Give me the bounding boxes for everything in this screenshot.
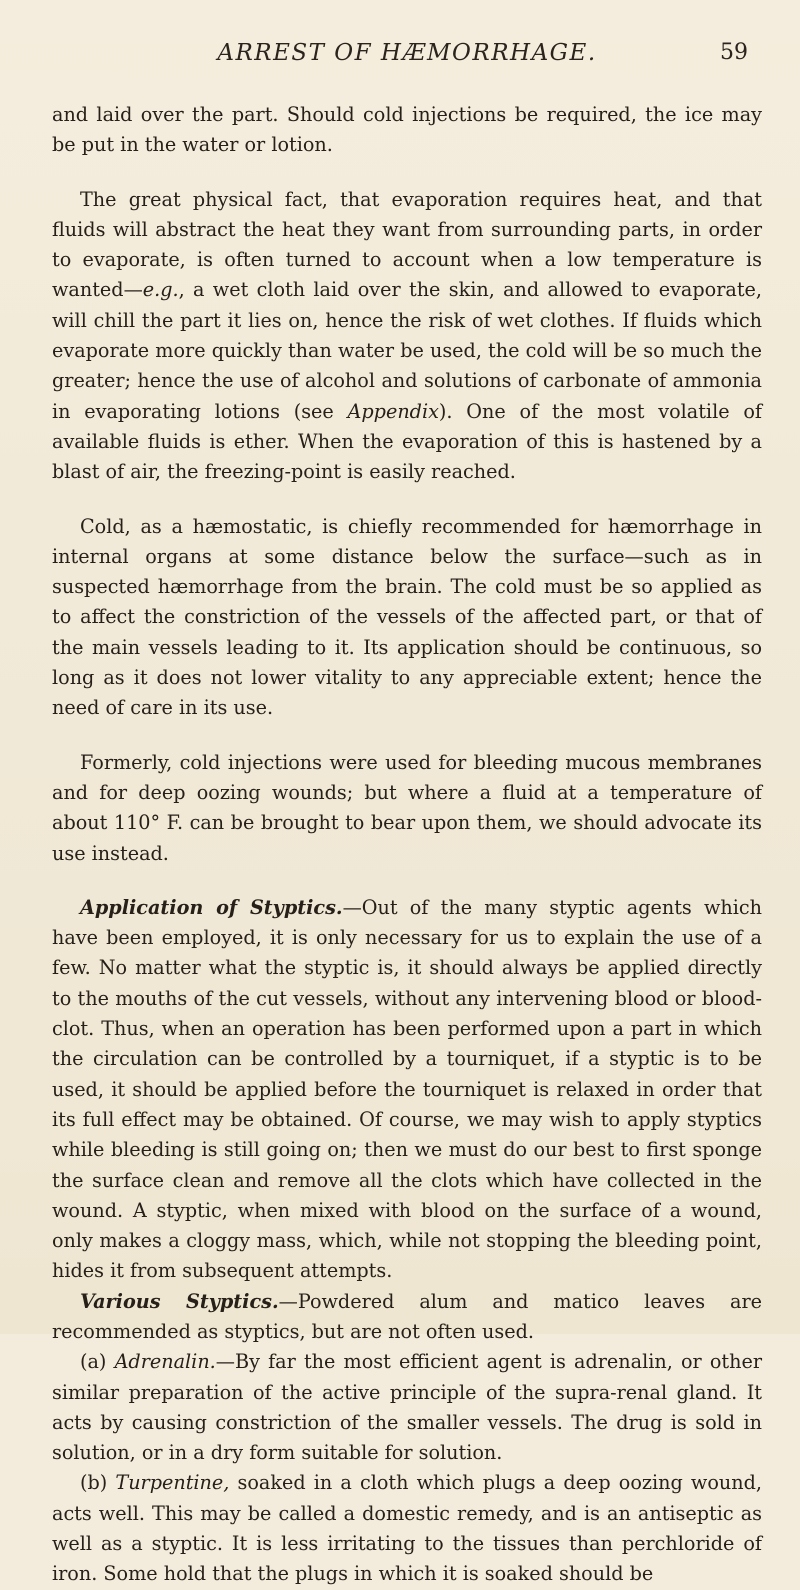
term-turpentine: Turpentine, bbox=[115, 1471, 230, 1495]
abbreviation-eg: e.g. bbox=[142, 278, 179, 302]
term-adrenalin: Adrenalin. bbox=[114, 1350, 216, 1374]
paragraph-cold-haemostatic bbox=[52, 512, 762, 724]
running-header bbox=[52, 40, 762, 74]
paragraph-application-of-styptics bbox=[52, 893, 762, 1287]
paragraph-text: —Powdered alum and matico leaves are recommended as styptics, but are not often used. bbox=[52, 1289, 762, 1343]
paragraph-text: , a wet cloth laid over the skin, and allowed to evaporate, will chill the part it lies on, hence the risk of wet clothes. If fluids which evaporate more quickly than water be used, the cold will be so much the greater; hence the use of alcohol and solutions of carbonate of ammonia in evaporating lotions (see bbox=[52, 278, 762, 423]
paragraph-cold-injections bbox=[52, 100, 762, 161]
list-label: (a) bbox=[80, 1350, 115, 1374]
paragraph-adrenalin bbox=[52, 1347, 762, 1468]
paragraph-text: Cold, as a hæmostatic, is chiefly recommended for hæmorrhage in internal organs at some distance below the surface—such as in suspected hæmorrhage from the brain. The cold must be so applied as to affect the constriction of the vessels of the affected part, or that of the main vessels leading to it. Its application should be continuous, so long as it does not lower vitality to any appreciable extent; hence the need of care in its use. bbox=[52, 514, 762, 720]
paragraph-turpentine bbox=[52, 1468, 762, 1589]
page-number: 59 bbox=[720, 40, 748, 65]
paragraph-formerly bbox=[52, 748, 762, 869]
list-label: (b) bbox=[80, 1471, 116, 1495]
paragraph-text: soaked in a cloth which plugs a deep oozing wound, acts well. This may be called a domestic remedy, and is an antiseptic as well as a styptic. It is less irritating to the tissues than perchloride of iron. Some hold that the plugs in which it is soaked should be bbox=[52, 1471, 762, 1586]
running-title: ARREST OF HÆMORRHAGE. bbox=[217, 40, 597, 66]
paragraph-various-styptics bbox=[52, 1287, 762, 1348]
paragraph-text: —By far the most efficient agent is adrenalin, or other similar preparation of the active principle of the supra-renal gland. It acts by causing constriction of the smaller vessels. The drug is sold in solution, or in a dry form suitable for solution. bbox=[52, 1350, 762, 1465]
paragraph-text: ). One of the most volatile of available fluids is ether. When the evaporation of this is hastened by a blast of air, the freezing-point is easily reached. bbox=[52, 399, 763, 484]
section-heading-application-of-styptics: Application of Styptics. bbox=[80, 895, 343, 919]
paragraph-text: —Out of the many styptic agents which have been employed, it is only necessary for us to explain the use of a few. No matter what the styptic is, it should always be applied directly to the mouths of the cut vessels, without any intervening blood or blood-clot. Thus, when an operation has been performed upon a part in which the circulation can be controlled by a tourniquet, if a styptic is to be used, it should be applied before the tourniquet is relaxed in order that its full effect may be obtained. Of course, we may wish to apply styptics while bleeding is still going on; then we must do our best to first sponge the surface clean and remove all the clots which have collected in the wound. A styptic, when mixed with blood on the surface of a wound, only makes a cloggy mass, which, while not stopping the bleeding point, hides it from subsequent attempts. bbox=[52, 895, 763, 1283]
paragraph-text: and laid over the part. Should cold injections be required, the ice may be put in the water or lotion. bbox=[52, 103, 762, 157]
appendix-reference: Appendix bbox=[347, 399, 439, 423]
paragraph-evaporation bbox=[52, 185, 762, 488]
paragraph-text: Formerly, cold injections were used for bleeding mucous membranes and for deep oozing wounds; but where a fluid at a temperature of about 110° F. can be brought to bear upon them, we should advocate its use instead. bbox=[52, 750, 762, 865]
section-heading-various-styptics: Various Styptics. bbox=[80, 1289, 279, 1313]
paragraph-text: The great physical fact, that evaporation requires heat, and that fluids will abstract the heat they want from surrounding parts, in order to evaporate, is often turned to account when a low temperature is wanted— bbox=[52, 187, 762, 302]
